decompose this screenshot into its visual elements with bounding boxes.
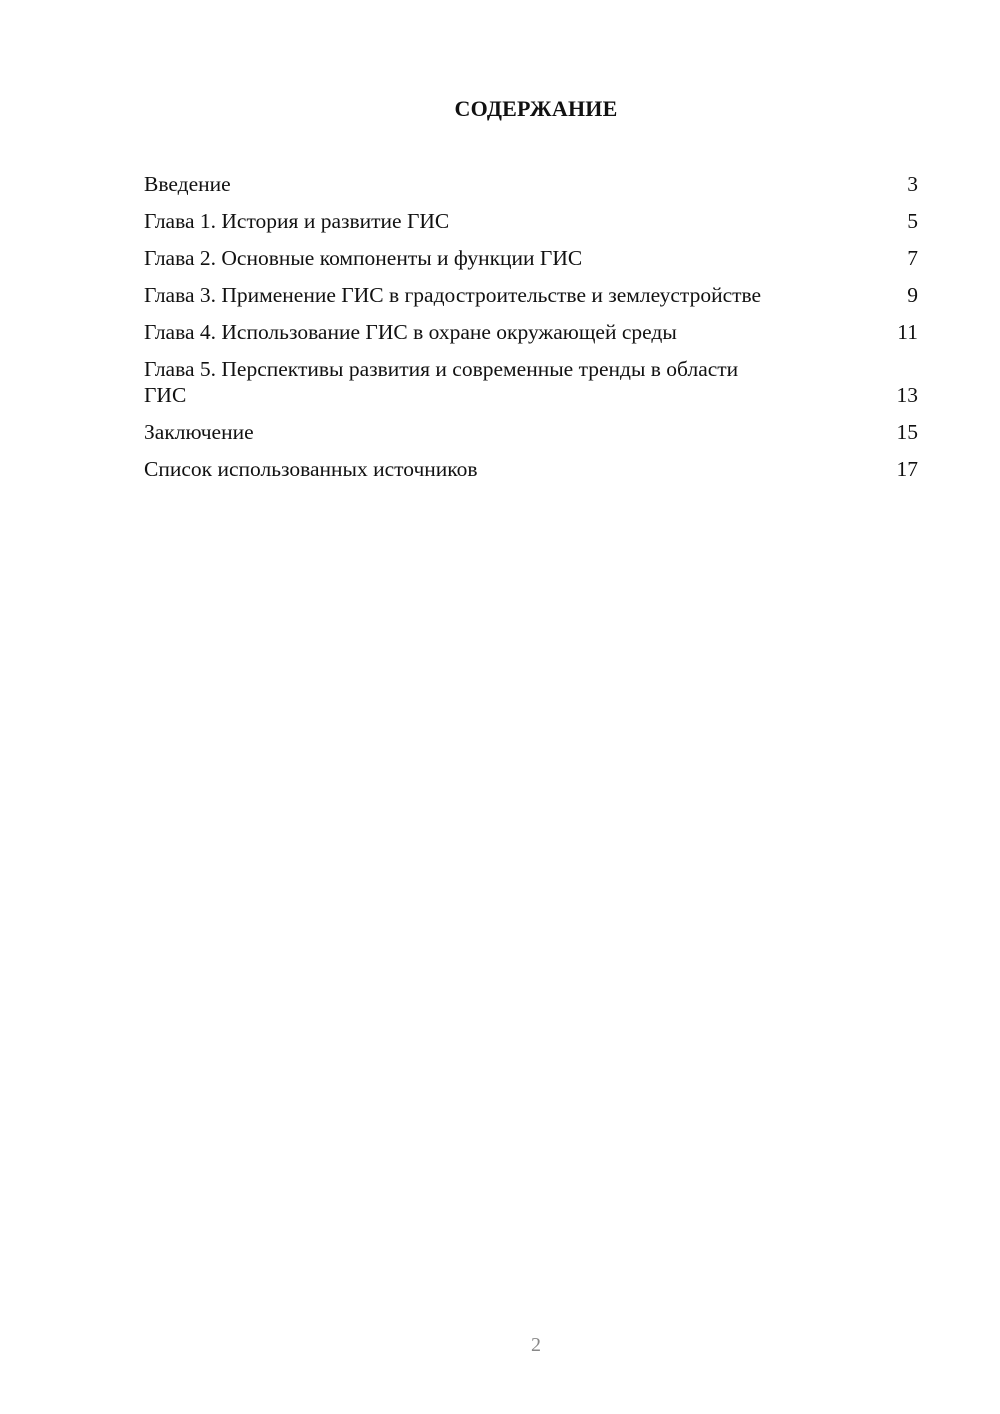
toc-entry [144, 208, 918, 234]
toc-entry-page: 17 [896, 457, 918, 481]
toc-entry-page: 15 [896, 420, 918, 444]
page-number: 2 [531, 1334, 541, 1356]
toc-entry-page: 7 [907, 246, 918, 270]
toc-entry-title: Глава 2. Основные компоненты и функции ГИС [144, 246, 583, 270]
page-title: СОДЕРЖАНИЕ [454, 96, 618, 121]
toc-entry [144, 419, 918, 445]
toc-entry-page: 3 [907, 172, 918, 196]
toc-entry-title: Глава 4. Использование ГИС в охране окружающей среды [144, 320, 677, 344]
toc-entry-title: Список использованных источников [144, 457, 478, 481]
toc-entry [144, 319, 918, 345]
toc-entry-title: Введение [144, 172, 231, 196]
toc-entry-page: 11 [897, 320, 918, 344]
toc-entry [144, 356, 918, 408]
toc-entry [144, 282, 918, 308]
table-of-contents [144, 171, 918, 493]
toc-entry-page: 9 [907, 283, 918, 307]
toc-entry [144, 245, 918, 271]
toc-entry-title: Глава 3. Применение ГИС в градостроительстве и землеустройстве [144, 283, 762, 307]
toc-entry-title: Глава 5. Перспективы развития и современные тренды в области ГИС [144, 357, 739, 407]
toc-entry-page: 13 [896, 383, 918, 407]
toc-entry [144, 171, 918, 197]
toc-entry-page: 5 [907, 209, 918, 233]
toc-entry [144, 456, 918, 482]
toc-entry-title: Глава 1. История и развитие ГИС [144, 209, 450, 233]
toc-entry-title: Заключение [144, 420, 254, 444]
